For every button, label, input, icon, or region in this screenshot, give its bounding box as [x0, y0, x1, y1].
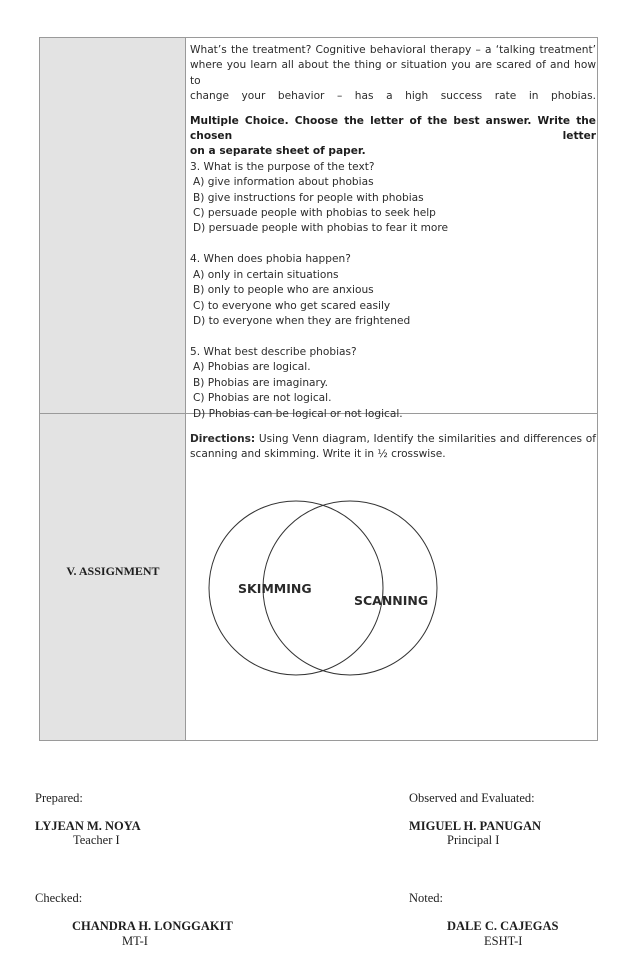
evaluation-content — [190, 43, 596, 422]
venn-left-label: SKIMMING — [238, 581, 312, 596]
question-prompt: 5. What best describe phobias? — [190, 345, 357, 358]
prepared-title: Teacher I — [73, 833, 120, 847]
answer-option: B) only to people who are anxious — [193, 284, 374, 297]
answer-option: A) only in certain situations — [193, 268, 339, 281]
directions-text: Using Venn diagram, Identify the similarities and differences of — [255, 433, 596, 445]
answer-option: C) Phobias are not logical. — [193, 392, 332, 405]
directions-label: Directions: — [190, 433, 256, 445]
answer-option: A) give information about phobias — [193, 176, 374, 189]
answer-option: D) to everyone when they are frightened — [193, 315, 411, 327]
answer-option: B) give instructions for people with phobias — [193, 191, 424, 204]
answer-option: C) to everyone who get scared easily — [193, 299, 391, 312]
multiple-choice-heading: Multiple Choice. Choose the letter of the best answer. Write the chosen letter — [190, 114, 596, 143]
prepared-caption: Prepared: — [35, 791, 83, 805]
assignment-section-label: V. ASSIGNMENT — [66, 564, 160, 578]
checked-name: CHANDRA H. LONGGAKIT — [72, 919, 233, 933]
noted-name: DALE C. CAJEGAS — [447, 919, 559, 933]
venn-diagram — [202, 482, 442, 694]
noted-caption: Noted: — [409, 891, 444, 905]
question-prompt: 3. What is the purpose of the text? — [190, 160, 375, 173]
reading-text-line: where you learn all about the thing or situation you are scared of and how to — [190, 59, 596, 87]
answer-option: D) persuade people with phobias to fear it more — [193, 222, 449, 235]
answer-option: C) persuade people with phobias to seek help — [193, 207, 436, 220]
answer-option: A) Phobias are logical. — [193, 361, 311, 374]
answer-option: D) Phobias can be logical or not logical. — [193, 407, 403, 420]
venn-right-label: SCANNING — [354, 593, 429, 608]
assignment-directions — [190, 432, 596, 463]
multiple-choice-heading: on a separate sheet of paper. — [190, 145, 366, 158]
directions-text: scanning and skimming. Write it in ½ crosswise. — [190, 448, 446, 461]
question-block — [190, 252, 596, 329]
question-block — [190, 345, 596, 422]
checked-caption: Checked: — [35, 891, 83, 905]
answer-option: B) Phobias are imaginary. — [193, 376, 329, 389]
question-prompt: 4. When does phobia happen? — [190, 253, 351, 266]
observed-name: MIGUEL H. PANUGAN — [409, 819, 542, 833]
prepared-name: LYJEAN M. NOYA — [35, 819, 141, 833]
observed-caption: Observed and Evaluated: — [409, 791, 535, 805]
section-label-column — [40, 38, 186, 740]
checked-title: MT-I — [122, 934, 148, 948]
reading-text-line: change your behavior – has a high success rate in phobias. — [190, 90, 596, 103]
question-block — [190, 160, 596, 237]
reading-text-line: What’s the treatment? Cognitive behavioral therapy – a ‘talking treatment’ — [190, 44, 596, 56]
observed-title: Principal I — [447, 833, 500, 847]
noted-title: ESHT-I — [484, 934, 523, 948]
